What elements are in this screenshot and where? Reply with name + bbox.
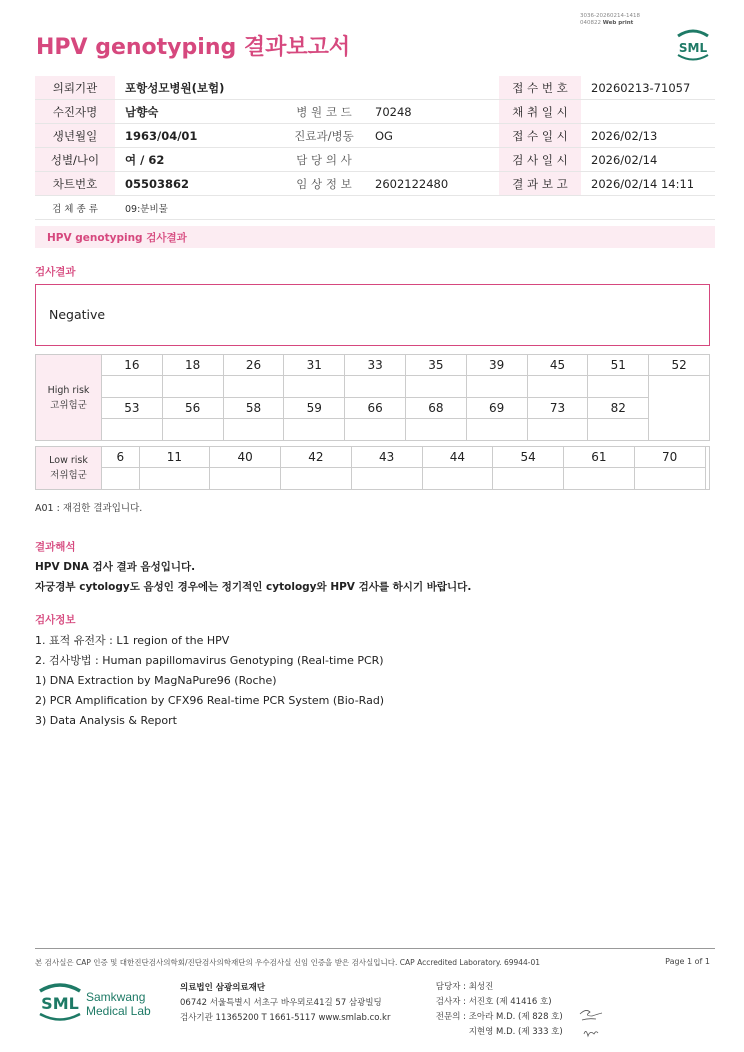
footer-logo [36, 981, 156, 1023]
info-row [35, 172, 715, 196]
value-receipt-date: 2026/02/13 [581, 124, 715, 148]
genotype-cell: 33 [345, 355, 406, 376]
staff4-name: 지현영 M.D. (제 333 호) [468, 1027, 563, 1037]
label-department: 진료과/병동 [283, 124, 365, 148]
result-heading: 검사결과 [35, 266, 76, 278]
genotype-cell: 44 [422, 447, 493, 468]
genotype-cell: 59 [284, 398, 345, 419]
value-chart-no: 05503862 [115, 172, 283, 196]
low-risk-row1 [36, 447, 710, 468]
low-risk-label-ko: 저위험군 [50, 470, 87, 481]
genotype-cell: 31 [284, 355, 345, 376]
genotype-cell: 39 [466, 355, 527, 376]
info-row [35, 100, 715, 124]
label-birth-date: 생년월일 [35, 124, 115, 148]
high-risk-row2 [36, 398, 710, 419]
svg-text:SML: SML [678, 41, 708, 55]
genotype-cell: 52 [649, 355, 710, 376]
label-receipt-date: 접 수 일 시 [499, 124, 581, 148]
value-clinical-info: 2602122480 [365, 172, 499, 196]
value-test-date: 2026/02/14 [581, 148, 715, 172]
genotype-cell: 54 [493, 447, 564, 468]
info-row [35, 76, 715, 100]
high-risk-label [36, 355, 102, 441]
retest-note: A01 : 재검한 결과입니다. [35, 503, 143, 514]
result-box [35, 284, 710, 346]
staff2-label: 검사자 : [435, 997, 466, 1007]
print-id-line2: 040822 [580, 20, 601, 26]
info-row [35, 148, 715, 172]
staff3-label: 전문의 : [435, 1012, 466, 1022]
genotype-cell: 18 [162, 355, 223, 376]
high-risk-result-row2 [36, 419, 710, 441]
label-requester: 의뢰기관 [35, 76, 115, 100]
low-risk-grid [35, 446, 710, 490]
genotype-cell: 11 [139, 447, 210, 468]
label-doctor: 담 당 의 사 [283, 148, 365, 172]
value-report-date: 2026/02/14 14:11 [581, 172, 715, 196]
footer-staff [428, 980, 563, 1040]
staff3-name: 조아라 M.D. (제 828 호) [468, 1012, 563, 1022]
genotype-cell: 69 [466, 398, 527, 419]
footer-divider [35, 948, 715, 949]
genotype-cell: 56 [162, 398, 223, 419]
staff2-name: 서진호 (제 41416 호) [468, 997, 552, 1007]
print-id [580, 13, 660, 27]
high-risk-result-row1 [36, 376, 710, 398]
value-sex-age: 여 / 62 [115, 148, 283, 172]
value-department: OG [365, 124, 499, 148]
value-specimen: 09:분비물 [115, 196, 715, 220]
org-name: 의료법인 삼광의료재단 [180, 983, 266, 993]
interpretation-line2: 자궁경부 cytology도 음성인 경우에는 정기적인 cytology와 HPV 검사를 하시기 바랍니다. [35, 581, 472, 593]
signature-icon [576, 1006, 606, 1042]
info-row [35, 124, 715, 148]
genotype-cell: 35 [405, 355, 466, 376]
label-patient-name: 수진자명 [35, 100, 115, 124]
label-collection-date: 채 취 일 시 [499, 100, 581, 124]
label-hospital-code: 병 원 코 드 [283, 100, 365, 124]
genotype-cell: 58 [223, 398, 284, 419]
genotype-cell: 42 [281, 447, 352, 468]
value-birth-date: 1963/04/01 [115, 124, 283, 148]
test-info-line: 3) Data Analysis & Report [35, 714, 177, 727]
genotype-cell: 61 [564, 447, 635, 468]
sml-logo-icon [674, 28, 712, 62]
section-bar [35, 226, 715, 248]
genotype-cell: 70 [634, 447, 705, 468]
interpretation-line1: HPV DNA 검사 결과 음성입니다. [35, 561, 196, 573]
info-row [35, 196, 715, 220]
genotype-cell: 73 [527, 398, 588, 419]
genotype-cell: 82 [588, 398, 649, 419]
test-info-line: 2) PCR Amplification by CFX96 Real-time PCR System (Bio-Rad) [35, 694, 385, 707]
genotype-cell: 6 [102, 447, 140, 468]
test-info-list [35, 631, 384, 731]
high-risk-label-en: High risk [47, 384, 90, 396]
value-doctor [365, 148, 499, 172]
org-contact: 검사기관 11365200 T 1661-5117 www.smlab.co.kr [180, 1013, 391, 1023]
label-receipt-no: 접 수 번 호 [499, 76, 581, 100]
genotype-cell: 68 [405, 398, 466, 419]
genotype-cell: 16 [102, 355, 163, 376]
footer-org [180, 981, 390, 1026]
page-number: Page 1 of 1 [665, 957, 710, 966]
test-info-heading: 검사정보 [35, 614, 76, 626]
footer-logo-name1: Samkwang [86, 990, 146, 1004]
test-info-line: 1. 표적 유전자 : L1 region of the HPV [35, 634, 230, 647]
section-title: HPV genotyping 검사결과 [47, 232, 187, 244]
report-title: HPV genotyping 결과보고서 [36, 35, 351, 60]
label-report-date: 결 과 보 고 [499, 172, 581, 196]
print-id-line1: 3036-20260214-1418 [580, 13, 640, 19]
low-risk-label-en: Low risk [49, 455, 88, 466]
high-risk-grid [35, 354, 710, 441]
label-clinical-info: 임 상 정 보 [283, 172, 365, 196]
value-receipt-no: 20260213-71057 [581, 76, 715, 100]
value-hospital-code: 70248 [365, 100, 499, 124]
interpretation-heading: 결과해석 [35, 541, 76, 553]
footer-logo-text: SML [41, 994, 79, 1013]
genotype-cell: 40 [210, 447, 281, 468]
label-chart-no: 차트번호 [35, 172, 115, 196]
sml-footer-logo-icon [36, 981, 156, 1023]
org-address: 06742 서울특별시 서초구 바우뫼로41길 57 삼광빌딩 [180, 998, 382, 1008]
staff1-label: 담당자 : [435, 982, 466, 992]
label-sex-age: 성별/나이 [35, 148, 115, 172]
genotype-cell: 66 [345, 398, 406, 419]
low-risk-label [36, 447, 102, 490]
label-specimen: 검 체 종 류 [35, 196, 115, 220]
patient-info-table [35, 76, 715, 220]
genotype-cell: 45 [527, 355, 588, 376]
value-collection-date [581, 100, 715, 124]
genotype-cell: 43 [351, 447, 422, 468]
value-requester: 포항성모병원(보험) [115, 76, 499, 100]
low-risk-result-row [36, 468, 710, 490]
genotype-cell: 53 [102, 398, 163, 419]
result-value: Negative [49, 307, 106, 322]
high-risk-label-ko: 고위험군 [50, 399, 87, 411]
genotype-cell: 26 [223, 355, 284, 376]
print-id-web: Web print [602, 20, 634, 26]
value-patient-name: 남향숙 [115, 100, 283, 124]
high-risk-row1 [36, 355, 710, 376]
label-test-date: 검 사 일 시 [499, 148, 581, 172]
test-info-line: 2. 검사방법 : Human papillomavirus Genotyping (Real-time PCR) [35, 654, 384, 667]
test-info-line: 1) DNA Extraction by MagNaPure96 (Roche) [35, 674, 277, 687]
footer-logo-name2: Medical Lab [86, 1004, 151, 1018]
staff1-name: 최성진 [468, 982, 494, 992]
footer-certification: 본 검사실은 CAP 인증 및 대한진단검사의학회/진단검사의학재단의 우수검사실 신임 인증을 받은 검사실입니다. CAP Accredited Laboratory. 69944-01 [35, 958, 541, 967]
genotype-cell: 51 [588, 355, 649, 376]
